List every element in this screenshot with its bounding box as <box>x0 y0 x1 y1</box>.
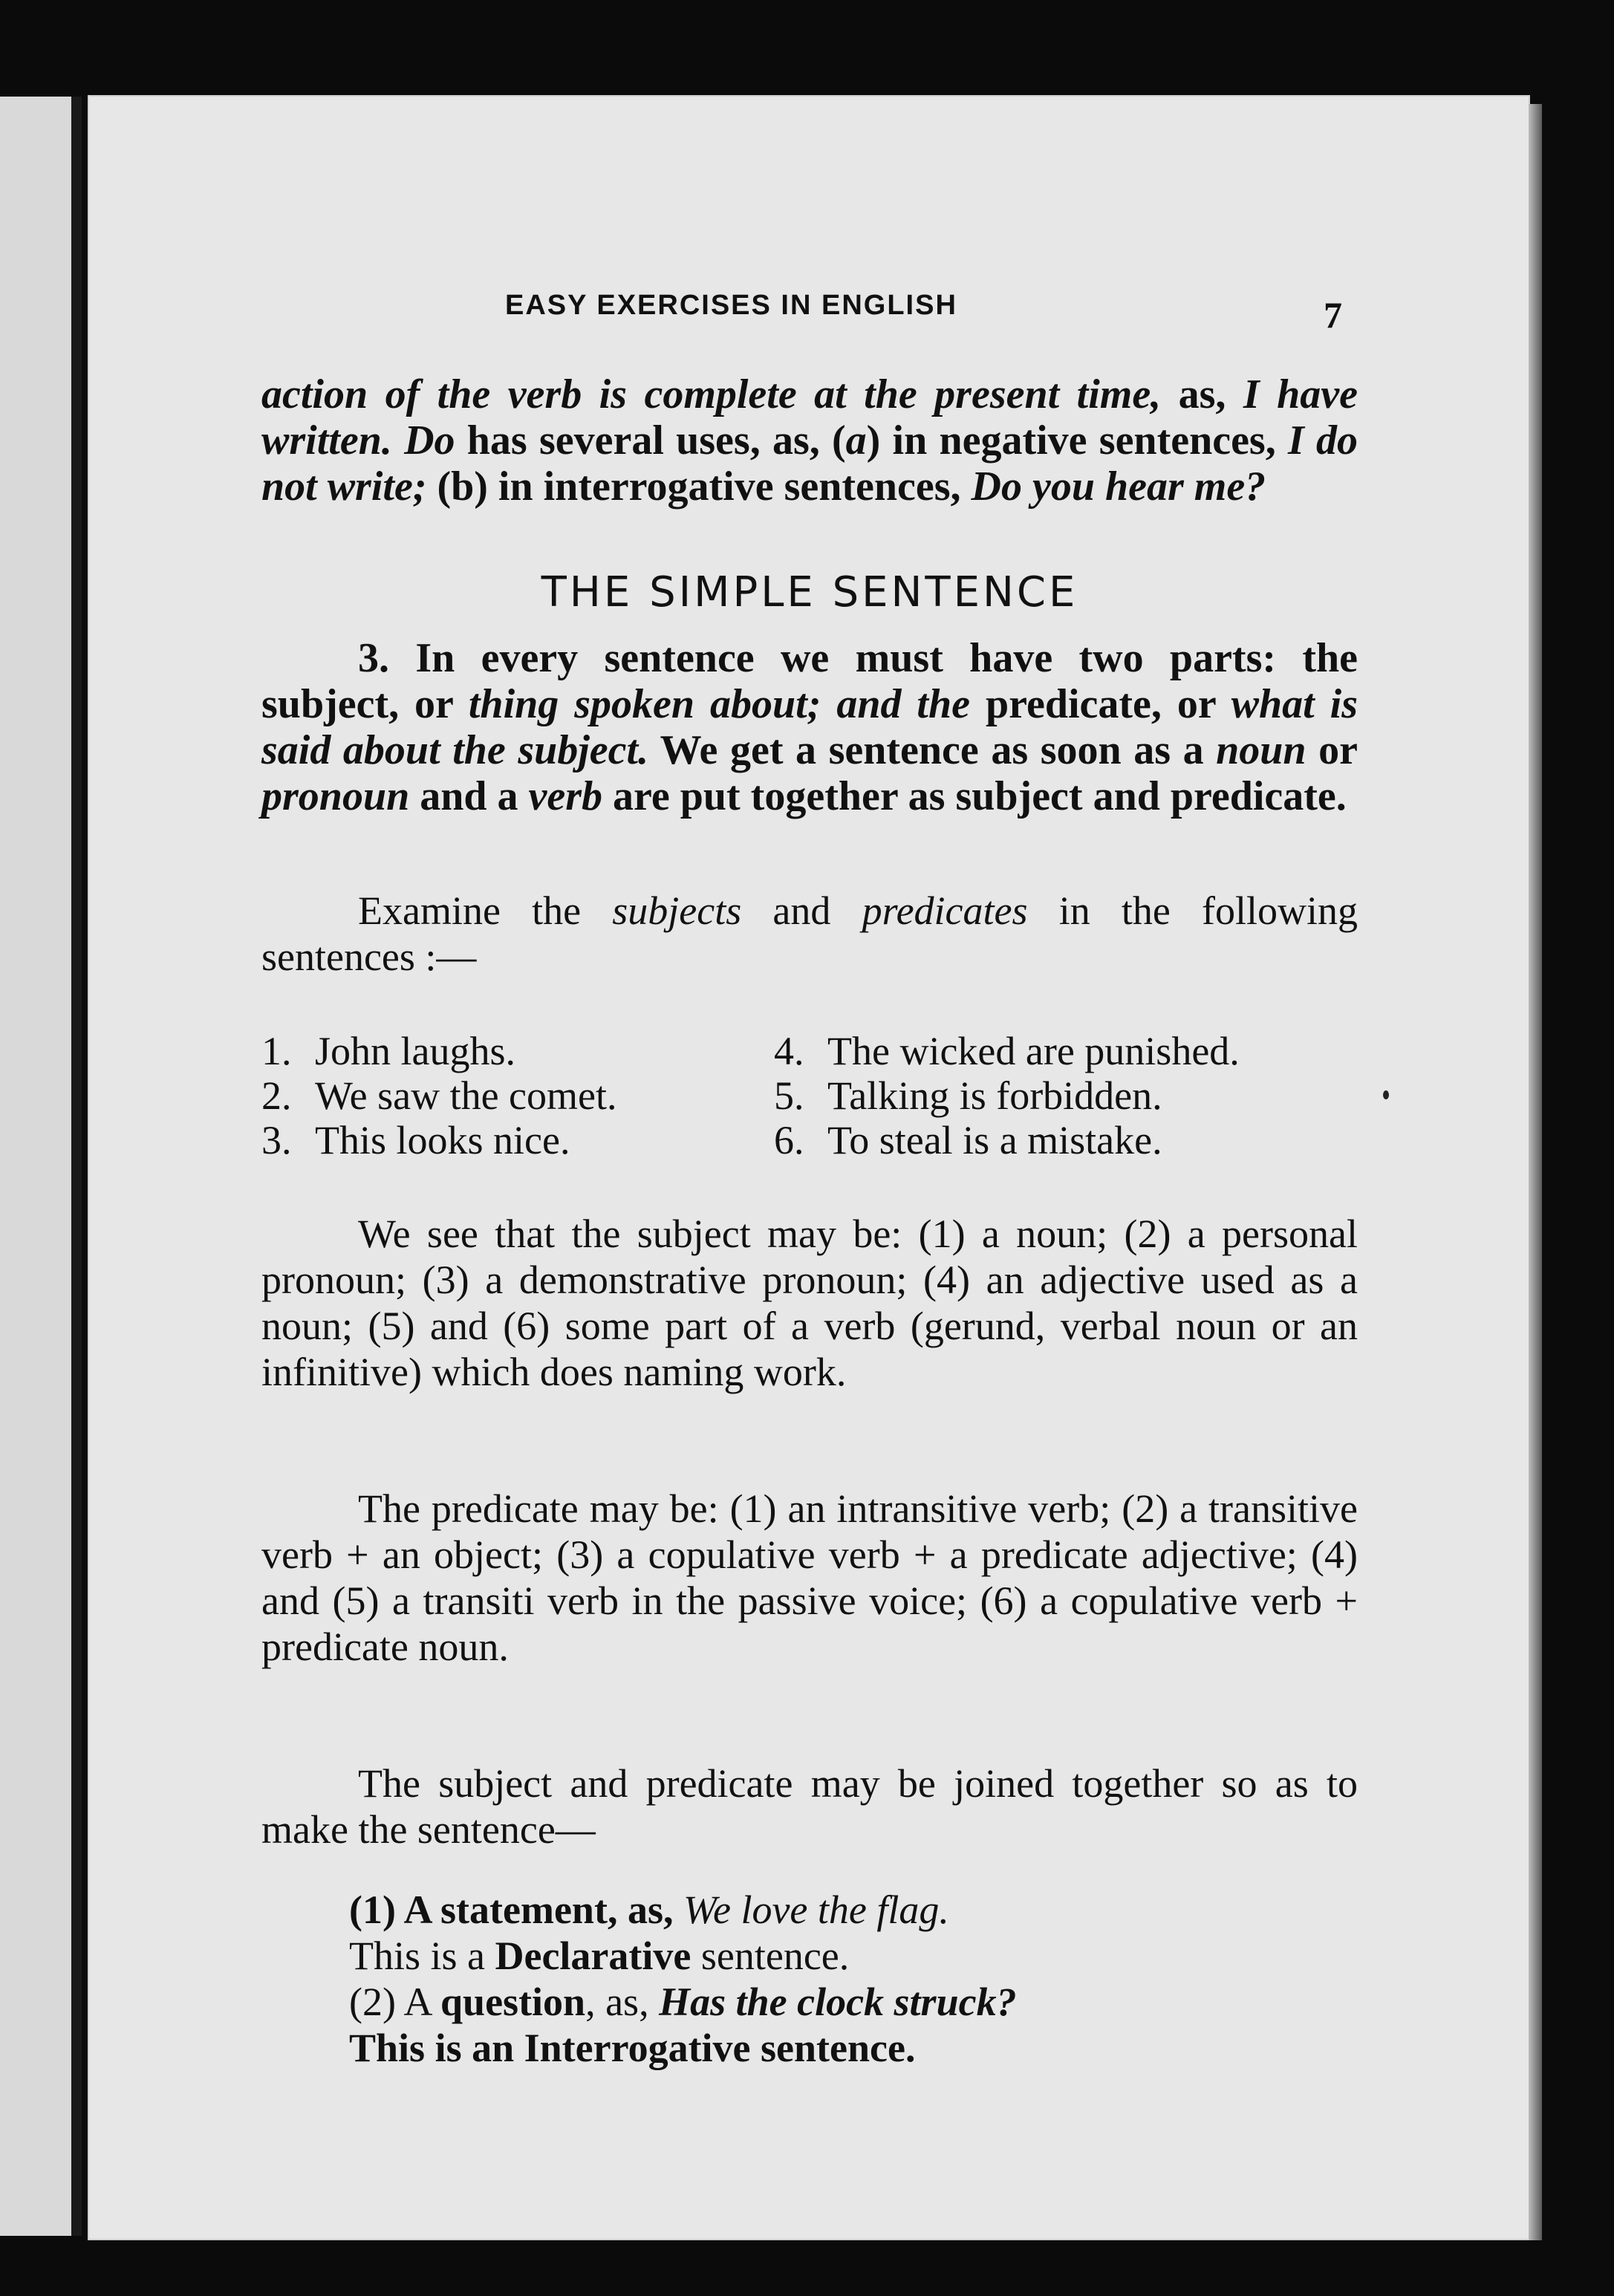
intro-italic-4: a <box>845 417 867 464</box>
intro-italic-3: Do <box>404 417 455 464</box>
book-gutter <box>71 97 82 2236</box>
section3-text-3 <box>970 681 986 727</box>
example-number: 2. <box>261 1073 292 1118</box>
intro-italic-6: Do you hear me? <box>971 464 1266 510</box>
intro-italic-5: I do not write; <box>261 417 1358 510</box>
declarative-prefix: This is a <box>349 1934 495 1978</box>
section3-text-6: or <box>1306 727 1358 773</box>
section3-italic-2: what is said about the subject. <box>261 681 1358 773</box>
example-number: 5. <box>774 1073 804 1118</box>
term-predicate: predicate <box>985 681 1151 727</box>
examine-italic-predicates: predicates <box>862 888 1028 933</box>
type-interrogative-line: This is an Interrogative sentence. <box>349 2026 916 2070</box>
section-number: 3. <box>358 635 389 681</box>
examine-paragraph <box>261 888 1358 980</box>
intro-italic-2: I have written. <box>261 371 1358 464</box>
example-text: The wicked are punished. <box>827 1029 1240 1073</box>
section3-text-8: are put together as subject and predicate. <box>602 773 1347 819</box>
section-heading: THE SIMPLE SENTENCE <box>541 568 1078 617</box>
predicate-paragraph: The predicate may be: (1) an intransitive verb; (2) a transitive verb + an object; (3) a copulative verb + a predicate adjective; (4) and (5) a transiti verb in the passive voice; (6) a copulative verb + predicate noun. <box>261 1486 1358 1669</box>
example-item <box>261 1073 774 1118</box>
sentence-type-list <box>349 1887 1389 2071</box>
joined-paragraph: The subject and predicate may be joined together so as to make the sentence— <box>261 1761 1358 1852</box>
type1-mid: , as, <box>607 1887 683 1932</box>
intro-text-3: has several uses, as, ( <box>455 417 846 464</box>
example-text: Talking is forbidden. <box>827 1073 1162 1118</box>
example-item <box>261 1029 774 1073</box>
example-number: 1. <box>261 1029 292 1073</box>
example-item <box>774 1073 1358 1118</box>
example-item <box>774 1029 1358 1073</box>
example-text: This looks nice. <box>315 1118 570 1162</box>
type-statement-line <box>349 1887 1389 1933</box>
intro-text-5: (b) in interrogative sentences, <box>426 464 972 510</box>
section3-italic-4: pronoun <box>261 773 410 819</box>
type-declarative-line <box>349 1933 1389 1979</box>
intro-paragraph <box>261 371 1358 510</box>
example-text: We saw the comet. <box>315 1073 617 1118</box>
type-question-line <box>349 1979 1389 2025</box>
example-text: To steal is a mistake. <box>827 1118 1162 1162</box>
example-item <box>261 1118 774 1162</box>
examine-text-1: Examine the <box>358 888 613 933</box>
example-item <box>774 1118 1358 1162</box>
term-subject: subject <box>261 681 389 727</box>
section3-italic-3: noun <box>1216 727 1307 773</box>
intro-text-2 <box>392 417 404 464</box>
example-sentences <box>261 1029 1358 1162</box>
type2-mid: , as, <box>585 1980 660 2024</box>
type1-term: statement <box>440 1887 608 1932</box>
type1-prefix: (1) A <box>349 1887 441 1932</box>
examine-text-3: in the following sentences :— <box>261 888 1358 979</box>
example-number: 6. <box>774 1118 804 1162</box>
page-right-edge <box>1529 104 1542 2240</box>
examine-text-2: and <box>741 888 862 933</box>
intro-text-4: ) in negative sentences, <box>866 417 1288 464</box>
examine-italic-subjects: subjects <box>612 888 742 933</box>
page-number: 7 <box>1324 294 1342 336</box>
type2-prefix: (2) A <box>349 1980 441 2024</box>
section3-text-2: , or <box>388 681 469 727</box>
section3-italic-1: thing spoken about; and the <box>468 681 970 727</box>
example-text: John laughs. <box>315 1029 515 1073</box>
intro-italic-1: action of the verb is complete at the present time, <box>261 371 1162 417</box>
running-head: EASY EXERCISES IN ENGLISH <box>505 290 957 321</box>
type2-example: Has the clock struck? <box>659 1980 1017 2024</box>
section3-text-7: and a <box>409 773 529 819</box>
section3-text-1: In every sentence we must have two parts: the <box>389 635 1358 681</box>
section-3-paragraph <box>261 635 1358 819</box>
section3-italic-5: verb <box>528 773 603 819</box>
example-number: 3. <box>261 1118 292 1162</box>
subject-paragraph: We see that the subject may be: (1) a noun; (2) a personal pronoun; (3) a demonstrative pronoun; (4) an adjective used as a noun; (5) and (6) some part of a verb (gerund, verbal noun or an infinitive) which does naming work. <box>261 1212 1358 1394</box>
type1-example: We love the flag. <box>683 1887 949 1932</box>
section3-text-5: We get a sentence as soon as a <box>648 727 1217 773</box>
section3-text-4: , or <box>1151 681 1231 727</box>
type2-term: question <box>440 1980 586 2024</box>
intro-text-1: as, <box>1161 371 1243 417</box>
declarative-term: Declarative <box>495 1934 692 1978</box>
example-number: 4. <box>774 1029 804 1073</box>
print-speck <box>1383 1090 1389 1099</box>
declarative-suffix: sentence. <box>691 1934 850 1978</box>
left-page-edge-strip <box>0 97 78 2236</box>
